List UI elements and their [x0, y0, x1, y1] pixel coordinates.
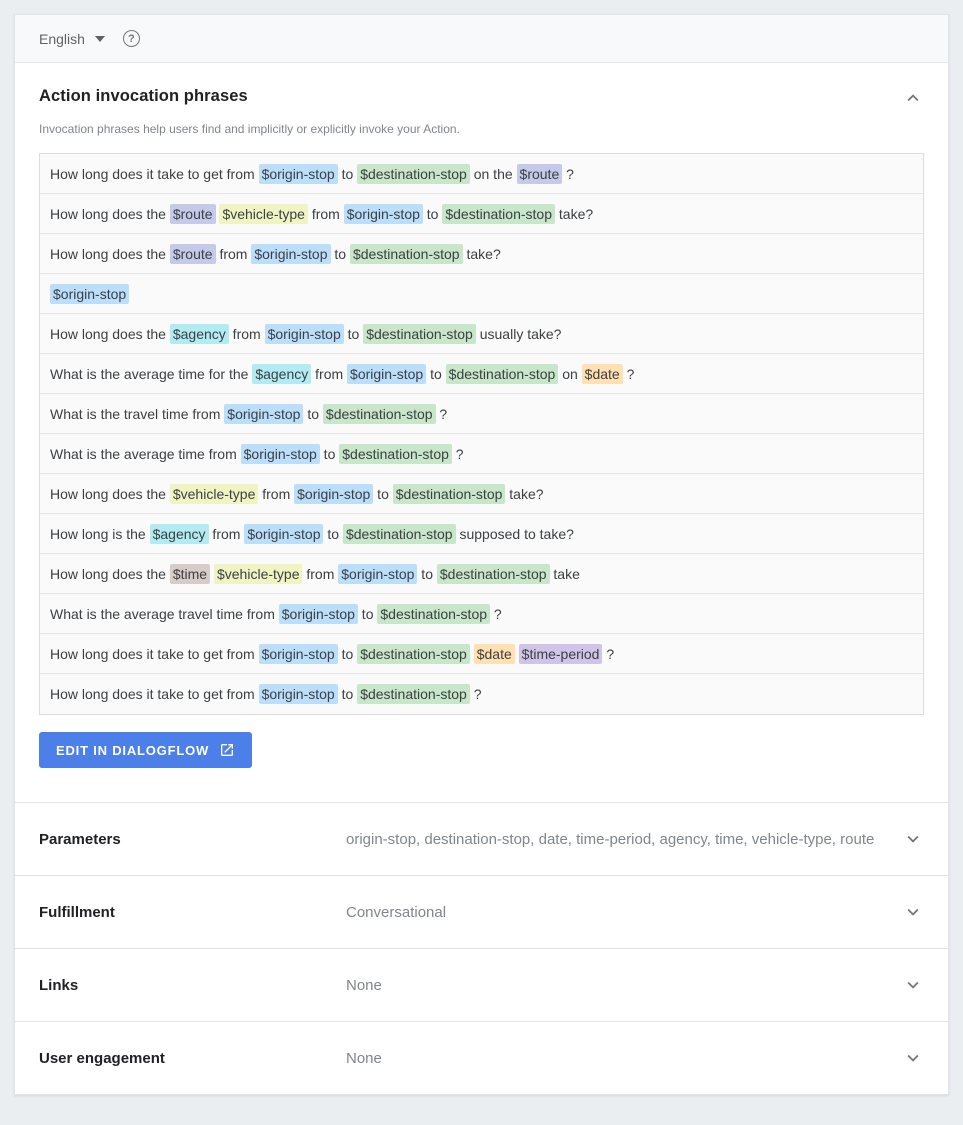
- phrase-text: from: [311, 365, 348, 382]
- phrase-text: ?: [469, 686, 482, 702]
- invocation-phrases-section: [15, 63, 948, 802]
- phrase-text: to: [373, 485, 393, 502]
- accordion-sections: [15, 802, 948, 1094]
- phrase-text: How long does it take to get from: [50, 165, 259, 182]
- entity-token-destination-stop: $destination-stop: [339, 444, 452, 464]
- phrase-text: ?: [622, 365, 635, 382]
- entity-token-destination-stop: $destination-stop: [357, 684, 470, 704]
- phrase-text: on the: [469, 165, 517, 182]
- phrase-text: How long does the: [50, 245, 170, 262]
- accordion-value: None: [346, 976, 382, 994]
- phrase-text: How long does the: [50, 565, 170, 582]
- accordion-label: User engagement: [39, 1049, 165, 1067]
- entity-token-origin-stop: $origin-stop: [338, 564, 417, 584]
- entity-token-origin-stop: $origin-stop: [259, 644, 338, 664]
- accordion-row-user-engagement[interactable]: [15, 1021, 948, 1094]
- chevron-up-icon[interactable]: [902, 87, 924, 109]
- entity-token-time-period: $time-period: [519, 644, 603, 664]
- invocation-phrase-row: [40, 434, 923, 474]
- entity-token-origin-stop: $origin-stop: [224, 404, 303, 424]
- invocation-phrase-row: [40, 554, 923, 594]
- phrase-text: to: [422, 205, 443, 222]
- phrase-text: What is the average time from: [50, 445, 241, 462]
- action-details-card: [14, 14, 949, 1095]
- entity-token-destination-stop: $destination-stop: [437, 564, 550, 584]
- chevron-down-icon[interactable]: [902, 828, 924, 850]
- invocation-phrase-row: [40, 514, 923, 554]
- entity-token-date: $date: [582, 364, 623, 384]
- entity-token-destination-stop: $destination-stop: [357, 164, 470, 184]
- phrase-text: supposed to take?: [455, 525, 574, 542]
- section-subtitle: Invocation phrases help users find and implicitly or explicitly invoke your Action.: [39, 122, 460, 136]
- phrase-text: on: [558, 365, 582, 382]
- phrase-text: to: [337, 165, 358, 182]
- phrase-text: from: [228, 325, 265, 342]
- caret-down-icon[interactable]: [95, 36, 105, 42]
- entity-token-route: $route: [170, 204, 216, 224]
- entity-token-origin-stop: $origin-stop: [265, 324, 344, 344]
- phrase-text: to: [323, 525, 343, 542]
- entity-token-agency: $agency: [170, 324, 229, 344]
- entity-token-origin-stop: $origin-stop: [251, 244, 330, 264]
- phrase-text: to: [343, 325, 364, 342]
- entity-token-destination-stop: $destination-stop: [343, 524, 456, 544]
- entity-token-destination-stop: $destination-stop: [377, 604, 490, 624]
- entity-token-vehicle-type: $vehicle-type: [214, 564, 303, 584]
- entity-token-origin-stop: $origin-stop: [294, 484, 373, 504]
- phrase-text: take?: [505, 485, 544, 502]
- entity-token-destination-stop: $destination-stop: [393, 484, 506, 504]
- phrase-text: to: [319, 445, 340, 462]
- invocation-phrase-row: [40, 154, 923, 194]
- accordion-label: Fulfillment: [39, 903, 115, 921]
- phrase-text: ?: [602, 645, 615, 662]
- phrase-text: to: [417, 565, 437, 582]
- phrase-text: usually take?: [475, 325, 562, 342]
- phrase-text: to: [303, 405, 323, 422]
- invocation-phrase-list: [39, 153, 924, 715]
- chevron-down-icon[interactable]: [902, 1047, 924, 1069]
- phrase-text: to: [337, 645, 358, 662]
- phrase-text: What is the average time for the: [50, 365, 253, 382]
- phrase-text: to: [426, 365, 446, 382]
- entity-token-vehicle-type: $vehicle-type: [219, 204, 308, 224]
- phrase-text: How long does it take to get from: [50, 686, 259, 702]
- page-background: [0, 1095, 963, 1110]
- open-in-new-icon: [219, 742, 235, 758]
- invocation-phrase-row: [40, 474, 923, 514]
- accordion-value: Conversational: [346, 903, 447, 921]
- entity-token-agency: $agency: [150, 524, 209, 544]
- entity-token-origin-stop: $origin-stop: [259, 684, 338, 704]
- invocation-phrase-row: [40, 234, 923, 274]
- phrase-text: How long does it take to get from: [50, 645, 259, 662]
- invocation-phrase-row: [40, 594, 923, 634]
- phrase-text: to: [330, 245, 350, 262]
- phrase-text: What is the average travel time from: [50, 605, 279, 622]
- phrase-text: to: [357, 605, 378, 622]
- phrase-text: from: [258, 485, 295, 502]
- phrase-text: How long is the: [50, 525, 150, 542]
- phrase-text: ?: [435, 405, 448, 422]
- entity-token-date: $date: [474, 644, 515, 664]
- phrase-text: ?: [490, 605, 502, 622]
- phrase-text: from: [302, 565, 339, 582]
- accordion-row-fulfillment[interactable]: [15, 875, 948, 948]
- entity-token-destination-stop: $destination-stop: [357, 644, 470, 664]
- invocation-phrase-row: [40, 674, 923, 714]
- language-selector-label[interactable]: English: [39, 30, 85, 47]
- entity-token-destination-stop: $destination-stop: [350, 244, 463, 264]
- entity-token-destination-stop: $destination-stop: [323, 404, 436, 424]
- entity-token-destination-stop: $destination-stop: [363, 324, 476, 344]
- accordion-row-links[interactable]: [15, 948, 948, 1021]
- invocation-phrase-row: [40, 274, 923, 314]
- entity-token-agency: $agency: [252, 364, 311, 384]
- phrase-text: from: [307, 205, 344, 222]
- help-circle-icon[interactable]: ?: [123, 30, 140, 47]
- entity-token-origin-stop: $origin-stop: [259, 164, 338, 184]
- accordion-row-parameters[interactable]: [15, 802, 948, 875]
- edit-button-label: EDIT IN DIALOGFLOW: [56, 742, 210, 758]
- entity-token-route: $route: [517, 164, 563, 184]
- accordion-label: Links: [39, 976, 79, 994]
- invocation-phrase-row: [40, 194, 923, 234]
- chevron-down-icon[interactable]: [902, 901, 924, 923]
- accordion-value: origin-stop, destination-stop, date, time-period, agency, time, vehicle-type, route: [346, 830, 875, 848]
- phrase-text: from: [208, 525, 245, 542]
- entity-token-origin-stop: $origin-stop: [241, 444, 320, 464]
- invocation-phrase-row: [40, 394, 923, 434]
- phrase-text: What is the travel time from: [50, 405, 225, 422]
- phrase-text: take?: [462, 245, 501, 262]
- phrase-text: How long does the: [50, 485, 170, 502]
- entity-token-vehicle-type: $vehicle-type: [170, 484, 259, 504]
- entity-token-origin-stop: $origin-stop: [347, 364, 426, 384]
- invocation-phrase-row: [40, 314, 923, 354]
- entity-token-origin-stop: $origin-stop: [244, 524, 323, 544]
- chevron-down-icon[interactable]: [902, 974, 924, 996]
- phrase-text: ?: [451, 445, 464, 462]
- entity-token-route: $route: [170, 244, 216, 264]
- phrase-text: from: [215, 245, 252, 262]
- edit-in-dialogflow-button[interactable]: [39, 732, 252, 768]
- entity-token-destination-stop: $destination-stop: [446, 364, 559, 384]
- phrase-text: take: [549, 565, 580, 582]
- phrase-text: How long does the: [50, 325, 170, 342]
- phrase-text: ?: [562, 165, 574, 182]
- phrase-text: take?: [555, 205, 594, 222]
- phrase-text: How long does the: [50, 205, 170, 222]
- entity-token-destination-stop: $destination-stop: [442, 204, 555, 224]
- language-bar: [15, 15, 948, 63]
- section-title: Action invocation phrases: [39, 87, 248, 105]
- entity-token-origin-stop: $origin-stop: [344, 204, 423, 224]
- accordion-value: None: [346, 1049, 382, 1067]
- entity-token-origin-stop: $origin-stop: [50, 284, 129, 304]
- invocation-phrase-row: [40, 634, 923, 674]
- entity-token-origin-stop: $origin-stop: [279, 604, 358, 624]
- accordion-label: Parameters: [39, 830, 121, 848]
- entity-token-time: $time: [170, 564, 210, 584]
- phrase-text: to: [337, 686, 358, 702]
- invocation-phrase-row: [40, 354, 923, 394]
